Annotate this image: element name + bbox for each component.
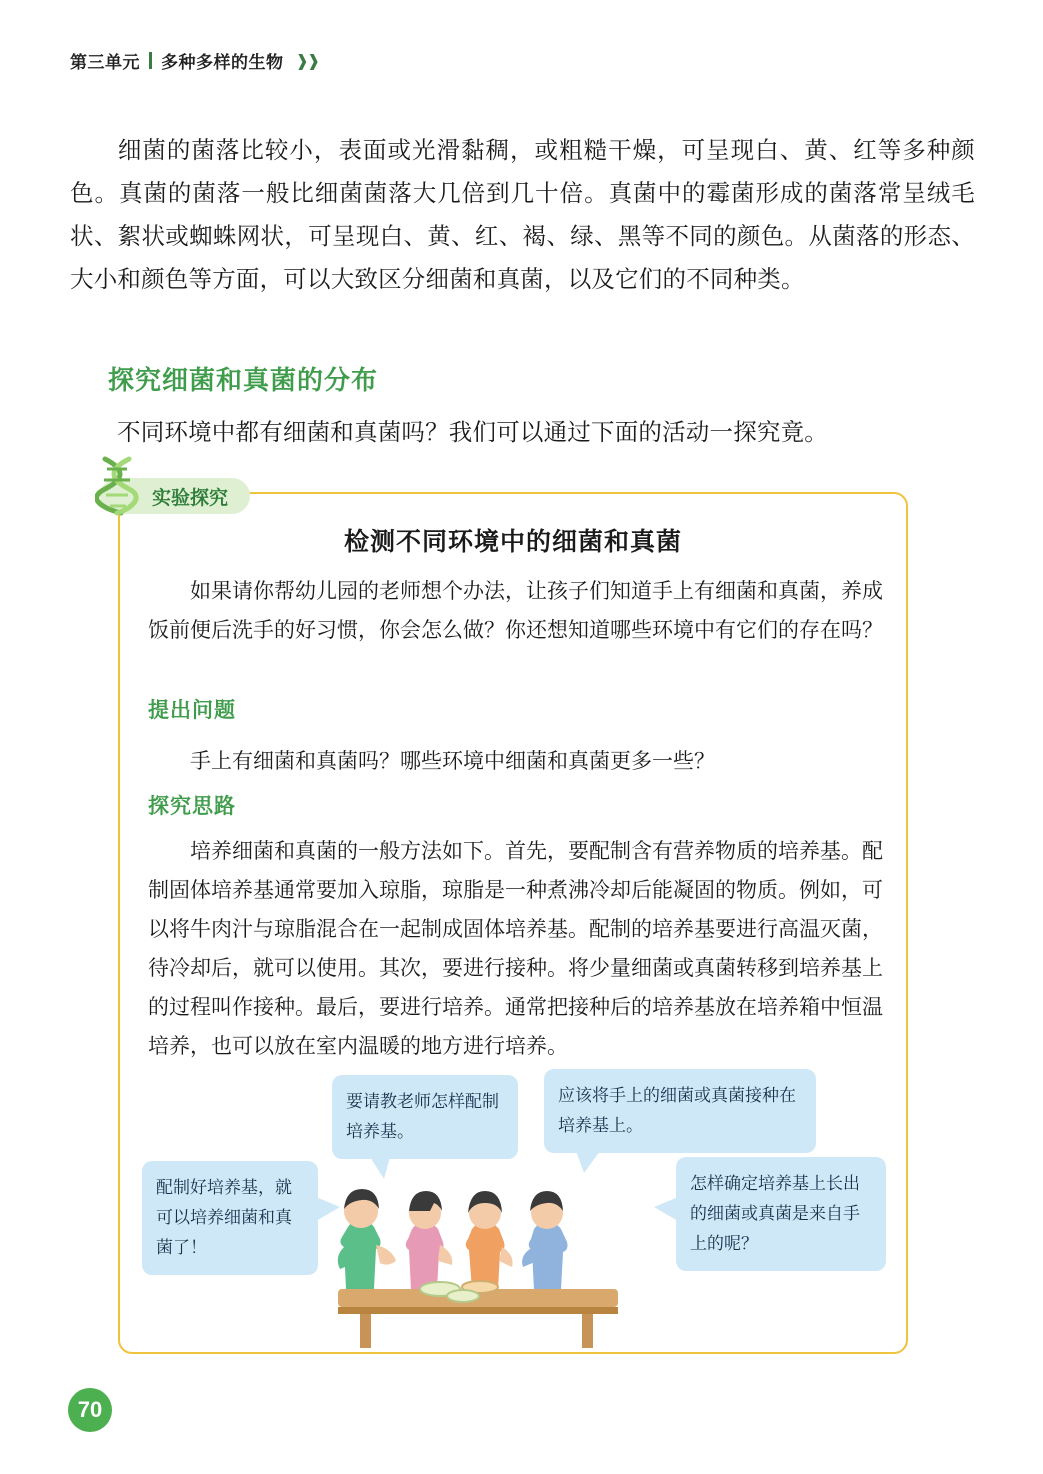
running-head-unit: 第三单元	[70, 53, 140, 72]
activity-tab-text: 实验探究	[152, 487, 229, 509]
activity-method	[148, 832, 883, 1066]
speech-bubble-top-right: 应该将手上的细菌或真菌接种在培养基上。	[544, 1069, 816, 1153]
double-chevron-right-icon: ❱❱	[295, 51, 319, 70]
activity-box	[118, 492, 908, 1354]
activity-intro	[148, 572, 883, 650]
student-2	[406, 1191, 453, 1293]
activity-intro-text: 如果请你帮幼儿园的老师想个办法，让孩子们知道手上有细菌和真菌，养成饭前便后洗手的好习惯，你会怎么做？你还想知道哪些环境中有它们的存在吗？	[148, 579, 883, 642]
student-3	[466, 1191, 513, 1293]
speech-bubble-right: 怎样确定培养基上长出的细菌或真菌是来自手上的呢？	[676, 1157, 886, 1271]
body-paragraph-1-text: 细菌的菌落比较小，表面或光滑黏稠，或粗糙干燥，可呈现白、黄、红等多种颜色。真菌的菌落一般比细菌菌落大几倍到几十倍。真菌中的霉菌形成的菌落常呈绒毛状、絮状或蜘蛛网状，可呈现白、黄、红、褐、绿、黑等不同的颜色。从菌落的形态、大小和颜色等方面，可以大致区分细菌和真菌，以及它们的不同种类。	[70, 138, 975, 293]
body-paragraph-2-text: 不同环境中都有细菌和真菌吗？我们可以通过下面的活动一探究竟。	[117, 420, 828, 446]
activity-question	[148, 742, 883, 781]
body-paragraph-1	[70, 130, 975, 302]
activity-illustration	[120, 1069, 910, 1354]
activity-subheading-thinking: 探究思路	[148, 795, 236, 818]
dna-icon	[95, 455, 141, 517]
student-1	[338, 1189, 396, 1292]
students-at-table-illustration	[320, 1149, 680, 1349]
student-4	[522, 1191, 567, 1293]
activity-question-text: 手上有细菌和真菌吗？哪些环境中细菌和真菌更多一些？	[190, 749, 715, 773]
body-paragraph-2	[70, 412, 975, 455]
running-head-title: 多种多样的生物	[161, 53, 284, 72]
activity-title: 检测不同环境中的细菌和真菌	[343, 529, 682, 556]
activity-method-text: 培养细菌和真菌的一般方法如下。首先，要配制含有营养物质的培养基。配制固体培养基通常要加入琼脂，琼脂是一种煮沸冷却后能凝固的物质。例如，可以将牛肉汁与琼脂混合在一起制成固体培养基。配制的培养基要进行高温灭菌，待冷却后，就可以使用。其次，要进行接种。将少量细菌或真菌转移到培养基上的过程叫作接种。最后，要进行培养。通常把接种后的培养基放在培养箱中恒温培养，也可以放在室内温暖的地方进行培养。	[148, 839, 883, 1058]
running-head	[70, 48, 318, 73]
running-head-separator	[149, 52, 152, 69]
page-number: 70	[68, 1388, 112, 1432]
speech-bubble-top-left: 要请教老师怎样配制培养基。	[332, 1075, 518, 1159]
page-section-heading: 探究细菌和真菌的分布	[108, 365, 379, 395]
speech-bubble-left: 配制好培养基，就可以培养细菌和真菌了！	[142, 1161, 318, 1275]
activity-subheading-question: 提出问题	[148, 699, 236, 722]
